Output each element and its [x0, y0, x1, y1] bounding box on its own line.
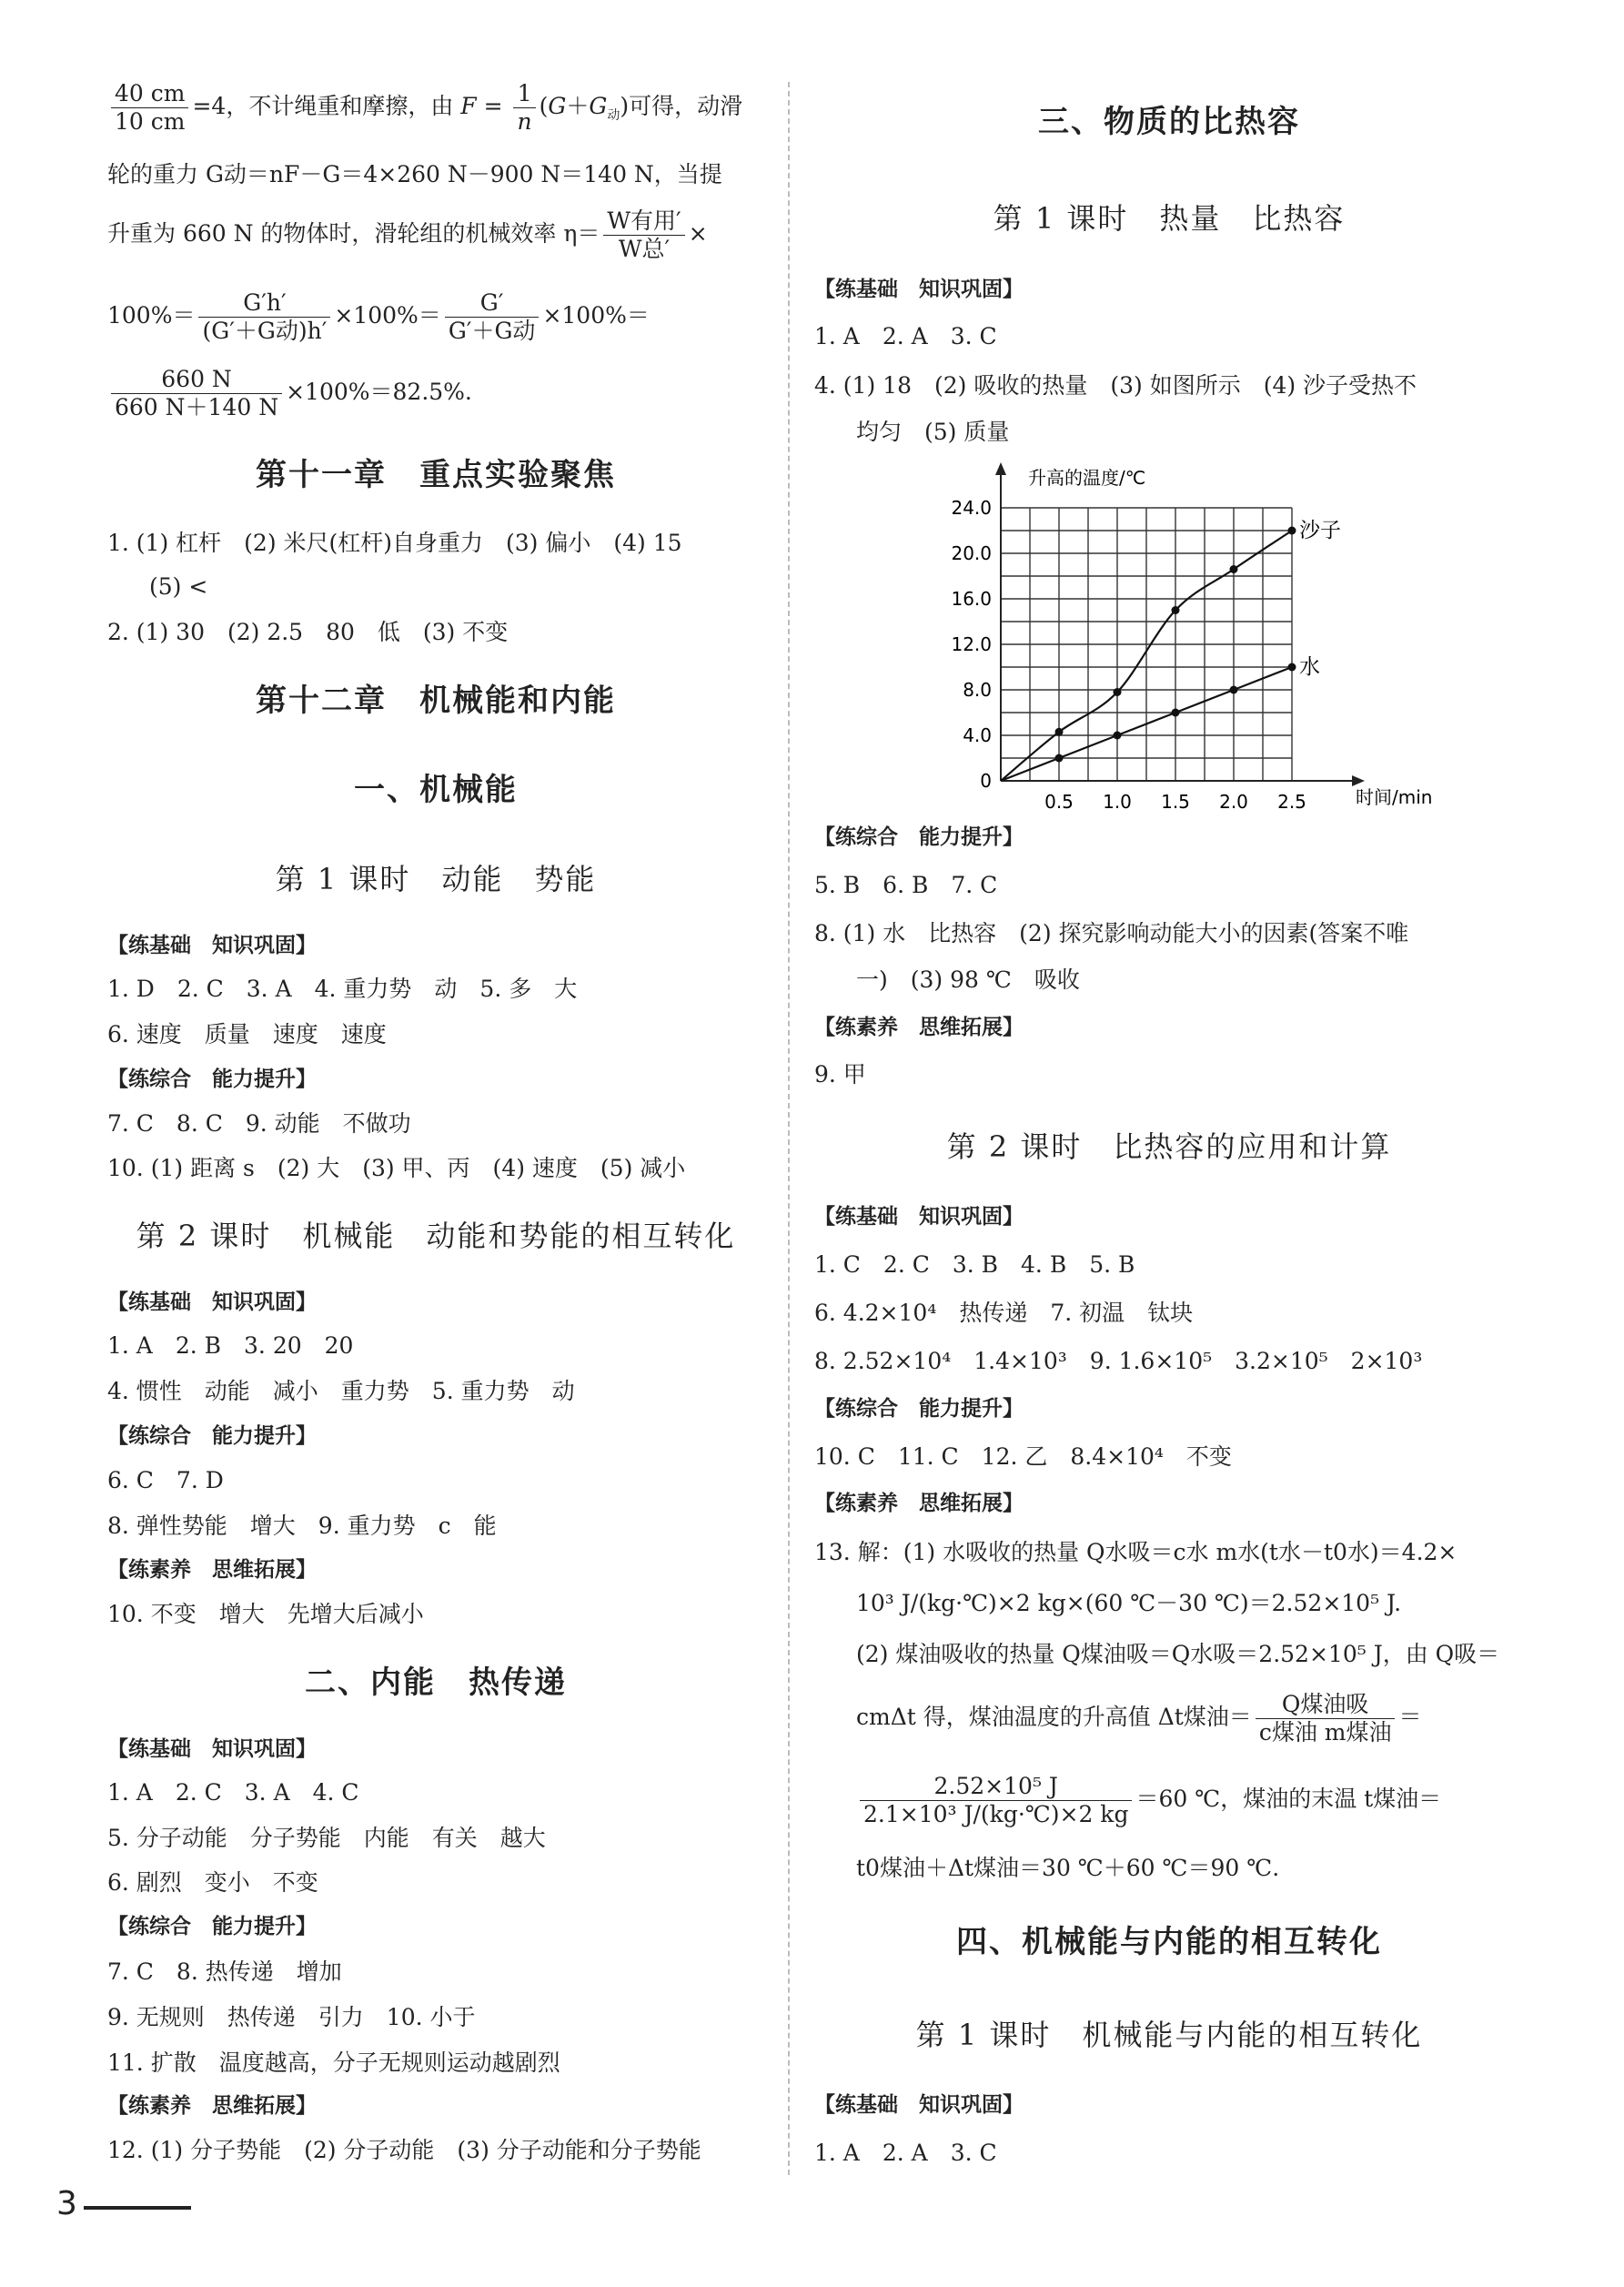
section-tag-basic: 【练基础 知识巩固】	[107, 1737, 317, 1761]
section-tag-literacy: 【练素养 思维拓展】	[107, 2094, 317, 2118]
lesson-title: 第 1 课时 动能 势能	[275, 862, 597, 896]
x-tick-label: 2.5	[1277, 791, 1306, 813]
x-tick-label: 1.0	[1103, 791, 1132, 813]
temperature-time-chart	[928, 455, 1437, 819]
section-1-title: 一、机械能	[354, 772, 518, 808]
page-number-rule	[84, 2206, 191, 2210]
formula-line-4: 100%＝ $\frac{G'h'}{\text{(G′＋G动)h′}}$ ×100%＝ $\frac{G'}{\text{G′＋G动}}$ ×100%＝	[107, 289, 650, 344]
data-point	[1055, 754, 1064, 763]
answer-line: 10. 不变 增大 先增大后减小	[107, 1601, 424, 1627]
section-tag-basic: 【练基础 知识巩固】	[814, 278, 1024, 301]
section-4-title: 四、机械能与内能的相互转化	[956, 1924, 1382, 1960]
answer-line: 1. D 2. C 3. A 4. 重力势 动 5. 多 大	[107, 976, 578, 1002]
answer-line: (5) <	[149, 573, 208, 600]
x-tick-label: 1.5	[1161, 791, 1190, 813]
answer-line: 9. 无规则 热传递 引力 10. 小于	[107, 2004, 476, 2030]
answer-line: 4. 惯性 动能 减小 重力势 5. 重力势 动	[107, 1378, 575, 1404]
lesson-title: 第 2 课时 机械能 动能和势能的相互转化	[136, 1219, 736, 1253]
answer-line: 12. (1) 分子势能 (2) 分子动能 (3) 分子动能和分子势能	[107, 2137, 701, 2163]
answer-line: 5. B 6. B 7. C	[814, 872, 998, 898]
data-point	[1114, 732, 1122, 740]
y-tick-label: 4.0	[963, 724, 992, 746]
answer-line: 1. A 2. A 3. C	[814, 2140, 997, 2166]
fraction-1-n: $\frac{1}{n}$	[513, 80, 535, 136]
fraction-g: $\frac{G'}{\text{G′＋G动}}$	[445, 289, 540, 345]
answer-line: $\frac{\text{2.52×10⁵ J}}{\text{2.1×10³ J/(kg·℃)×2 kg}}$ ＝60 ℃，煤油的末温 t煤油＝	[814, 1773, 1524, 1828]
section-tag-literacy: 【练素养 思维拓展】	[814, 1492, 1024, 1515]
y-axis-label: 升高的温度/℃	[1028, 467, 1146, 489]
formula-line-2: 轮的重力 G动＝nF－G＝4×260 N－900 N＝140 N，当提	[107, 161, 722, 187]
fraction-delta-t: $\frac{\text{Q煤油吸}}{\text{c煤油 m煤油}}$	[1256, 1691, 1396, 1746]
answer-line: 9. 甲	[814, 1061, 866, 1088]
answer-line: 1. A 2. B 3. 20 20	[107, 1332, 354, 1359]
formula-line-3: 升重为 660 N 的物体时，滑轮组的机械效率 η＝ $\frac{\text{W有用′}}{\text{W总′}}$ ×	[107, 207, 708, 262]
answer-line: cmΔt 得，煤油温度的升高值 Δt煤油＝ $\frac{\text{Q煤油吸}}{\text{c煤油 m煤油}}$ ＝	[856, 1691, 1422, 1746]
section-tag-comprehensive: 【练综合 能力提升】	[814, 1397, 1024, 1421]
section-tag-literacy: 【练素养 思维拓展】	[814, 1016, 1024, 1039]
chapter-12-title: 第十二章 机械能和内能	[256, 683, 616, 719]
answer-line: 一) (3) 98 ℃ 吸收	[856, 966, 1080, 993]
lesson-title: 第 1 课时 热量 比热容	[993, 201, 1346, 236]
answer-line: 6. 4.2×10⁴ 热传递 7. 初温 钛块	[814, 1300, 1194, 1326]
section-tag-basic: 【练基础 知识巩固】	[814, 2093, 1024, 2117]
answer-line: 7. C 8. C 9. 动能 不做功	[107, 1110, 411, 1137]
answer-line: 10. C 11. C 12. 乙 8.4×10⁴ 不变	[814, 1443, 1232, 1470]
answer-line: 6. 剧烈 变小 不变	[107, 1869, 318, 1896]
answer-line: 2. (1) 30 (2) 2.5 80 低 (3) 不变	[107, 619, 509, 645]
y-tick-label: 0	[980, 770, 992, 792]
fraction-660: $\frac{660 N}{660 N+140 N}$	[111, 366, 282, 421]
page-number: 3	[56, 2185, 77, 2222]
answer-line: 11. 扩散 温度越高，分子无规则运动越剧烈	[107, 2049, 560, 2076]
answer-line: 7. C 8. 热传递 增加	[107, 1958, 342, 1985]
answer-line: 8. (1) 水 比热容 (2) 探究影响动能大小的因素(答案不唯	[814, 920, 1409, 946]
section-tag-comprehensive: 【练综合 能力提升】	[107, 1915, 317, 1938]
lesson-title: 第 1 课时 机械能与内能的相互转化	[915, 2018, 1423, 2052]
section-tag-comprehensive: 【练综合 能力提升】	[107, 1424, 317, 1448]
answer-line: 1. A 2. A 3. C	[814, 323, 997, 349]
section-tag-comprehensive: 【练综合 能力提升】	[814, 825, 1024, 849]
answer-line: 5. 分子动能 分子势能 内能 有关 越大	[107, 1825, 546, 1851]
answer-line: 1. C 2. C 3. B 4. B 5. B	[814, 1251, 1135, 1278]
data-point	[1172, 606, 1180, 614]
chart-ticks	[951, 497, 1306, 813]
answer-line: 1. (1) 杠杆 (2) 米尺(杠杆)自身重力 (3) 偏小 (4) 15	[107, 530, 682, 556]
data-point	[1288, 527, 1296, 535]
answer-line: 4. (1) 18 (2) 吸收的热量 (3) 如图所示 (4) 沙子受热不	[814, 372, 1417, 399]
y-axis-arrow	[995, 462, 1006, 475]
section-tag-literacy: 【练素养 思维拓展】	[107, 1558, 317, 1582]
section-3-title: 三、物质的比热容	[1038, 104, 1300, 140]
answer-line: 13. 解：(1) 水吸收的热量 Q水吸＝c水 m水(t水－t0水)＝4.2×	[814, 1539, 1458, 1565]
section-tag-comprehensive: 【练综合 能力提升】	[107, 1068, 317, 1091]
data-point	[1288, 663, 1296, 672]
x-tick-label: 0.5	[1044, 791, 1074, 813]
column-divider	[788, 82, 790, 2175]
fraction-gh: $\frac{G'h'}{\text{(G′＋G动)h′}}$	[198, 289, 330, 345]
answer-line: 1. A 2. C 3. A 4. C	[107, 1779, 359, 1806]
answer-line: 8. 弹性势能 增大 9. 重力势 c 能	[107, 1513, 497, 1539]
formula-line-5: $\frac{660 N}{660 N+140 N}$ ×100%＝82.5%.	[107, 366, 764, 421]
data-point	[1172, 709, 1180, 717]
lesson-title: 第 2 课时 比热容的应用和计算	[946, 1129, 1392, 1164]
fraction-40-10: $\frac{40 cm}{10 cm}$	[111, 80, 188, 136]
answer-line: 8. 2.52×10⁴ 1.4×10³ 9. 1.6×10⁵ 3.2×10⁵ 2×10³	[814, 1348, 1423, 1374]
series-label: 水	[1299, 655, 1320, 679]
answer-line: (2) 煤油吸收的热量 Q煤油吸＝Q水吸＝2.52×10⁵ J，由 Q吸＝	[856, 1641, 1500, 1667]
fraction-efficiency: $\frac{\text{W有用′}}{\text{W总′}}$	[603, 207, 684, 263]
answer-line: t0煤油＋Δt煤油＝30 ℃＋60 ℃＝90 ℃.	[856, 1855, 1280, 1881]
chapter-11-title: 第十一章 重点实验聚焦	[256, 457, 616, 493]
data-point	[1230, 565, 1238, 573]
answer-line: 均匀 (5) 质量	[856, 419, 1010, 445]
section-tag-basic: 【练基础 知识巩固】	[814, 1205, 1024, 1229]
series-label: 沙子	[1299, 519, 1341, 542]
answer-line: 10. (1) 距离 s (2) 大 (3) 甲、丙 (4) 速度 (5) 减小	[107, 1155, 686, 1181]
x-axis-arrow	[1352, 775, 1365, 786]
section-tag-basic: 【练基础 知识巩固】	[107, 934, 317, 957]
x-axis-label: 时间/min	[1356, 786, 1433, 808]
section-tag-basic: 【练基础 知识巩固】	[107, 1290, 317, 1314]
chart-series	[1001, 519, 1341, 781]
answer-line: 10³ J/(kg·℃)×2 kg×(60 ℃－30 ℃)＝2.52×10⁵ J.	[856, 1590, 1402, 1616]
data-point	[1230, 686, 1238, 694]
y-tick-label: 24.0	[951, 497, 992, 519]
fraction-calc: $\frac{\text{2.52×10⁵ J}}{\text{2.1×10³ J/(kg·℃)×2 kg}}$	[860, 1773, 1132, 1828]
y-tick-label: 8.0	[963, 679, 992, 701]
answer-line: 6. 速度 质量 速度 速度	[107, 1021, 387, 1047]
answer-line: 6. C 7. D	[107, 1467, 224, 1493]
y-tick-label: 16.0	[951, 588, 992, 610]
data-point	[1114, 688, 1122, 696]
formula-line-1: $\frac{40 cm}{10 cm}$ =4，不计绳重和摩擦，由 F = $\frac{1}{n}$ $(G+G_动)$可得，动滑	[107, 80, 764, 136]
y-tick-label: 12.0	[951, 633, 992, 655]
y-tick-label: 20.0	[951, 542, 992, 564]
chart-grid	[1001, 508, 1292, 781]
x-tick-label: 2.0	[1219, 791, 1248, 813]
section-2-title: 二、内能 热传递	[305, 1665, 567, 1701]
data-point	[1055, 728, 1064, 736]
